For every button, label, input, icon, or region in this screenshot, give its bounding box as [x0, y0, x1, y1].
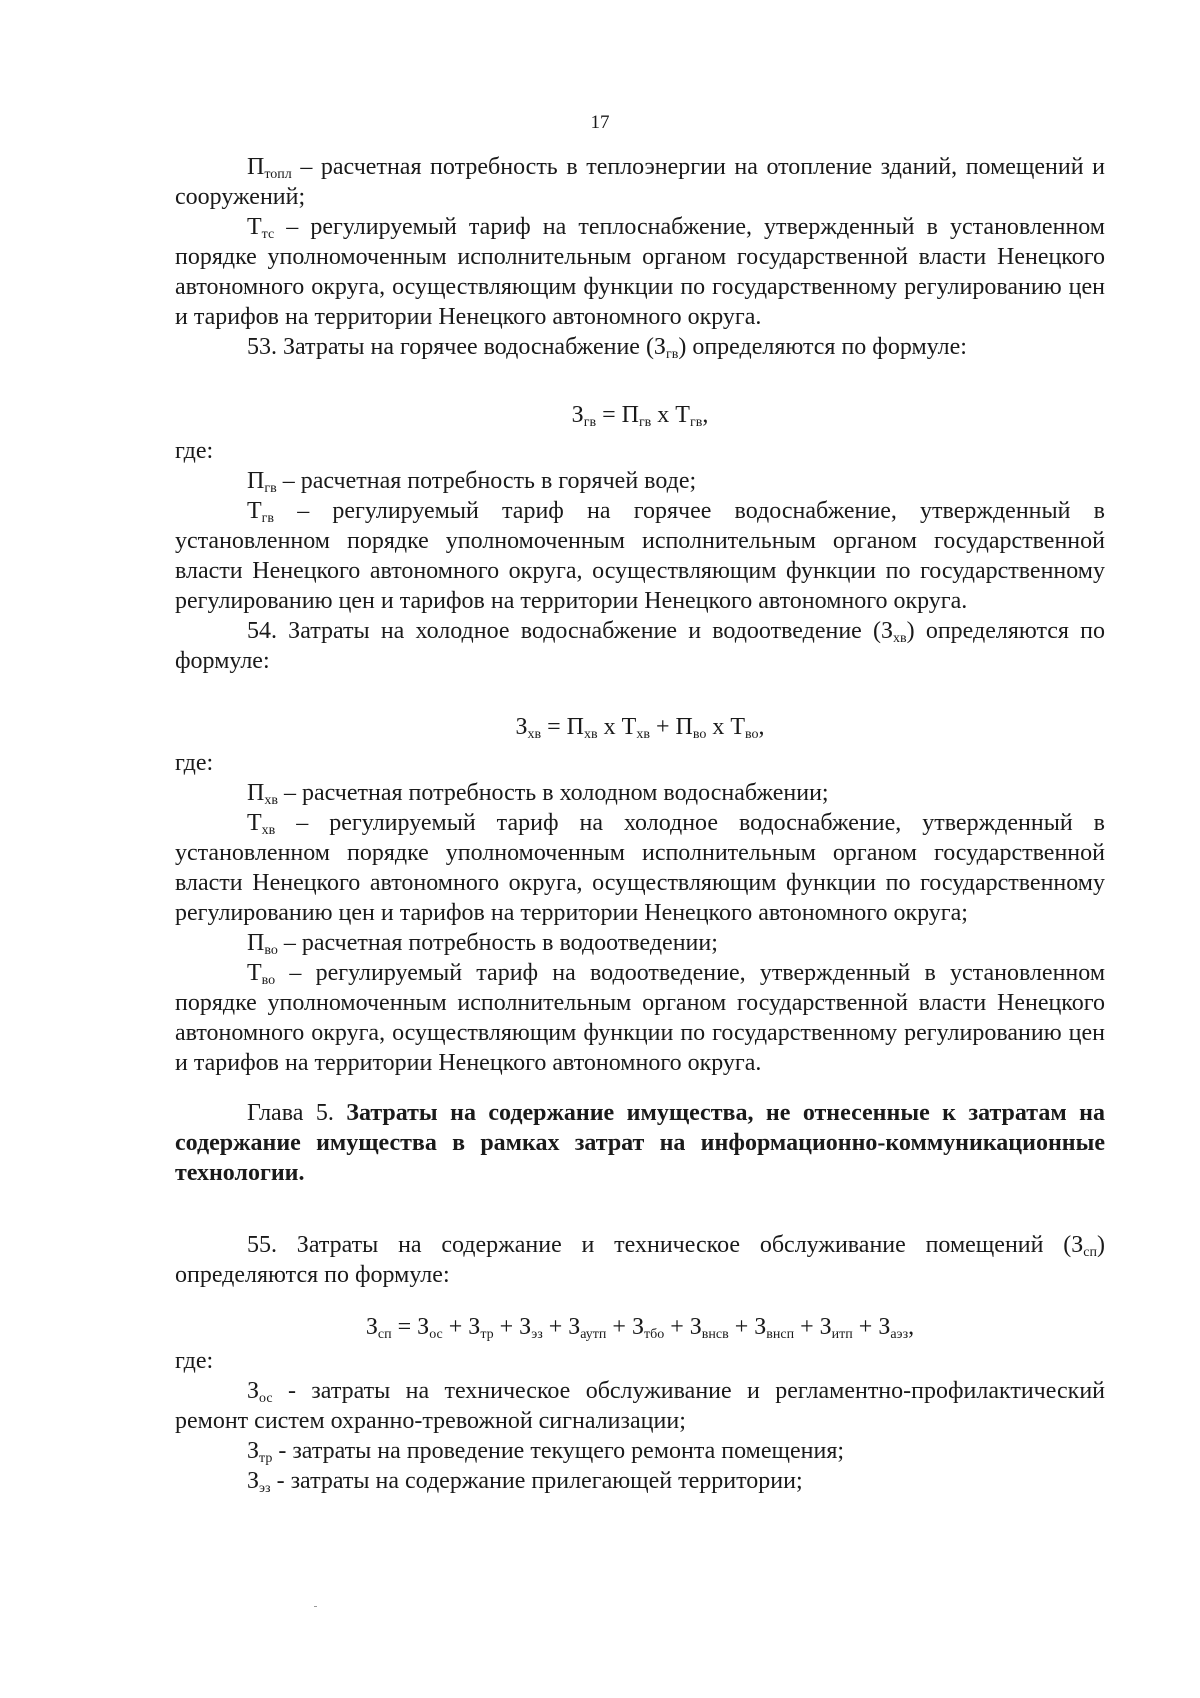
where-label: где:: [175, 438, 214, 464]
formula-hot-water: $З_{гв} = П_{гв}$ х $Т_{гв}$,: [571, 402, 709, 430]
definition-t-hv: $Т_{хв}$ – регулируемый тариф на холодное водоснабжение, утвержденный в установленном порядке уполномоченным исполнительным органом государственной власти Ненецкого автономного округа, осуществляющим функции по государственному регулированию цен и тарифов на территории Ненецкого автономного округа;: [175, 810, 1105, 926]
definition-t-ts: $Т_{тс}$ – регулируемый тариф на теплоснабжение, утвержденный в установленном порядке уполномоченным исполнительным органом государственной власти Ненецкого автономного округа, осуществляющим функции по государственному регулированию цен и тарифов на территории Ненецкого автономного округа.: [175, 214, 1105, 330]
formula-term-subscript: внсп: [766, 1327, 795, 1342]
formula-term-subscript: тбо: [643, 1327, 665, 1342]
scan-speck: [314, 1606, 317, 1607]
definition-t-gv: $Т_{гв}$ – регулируемый тариф на горячее водоснабжение, утвержденный в установленном порядке уполномоченным исполнительным органом государственной власти Ненецкого автономного округа, осуществляющим функции по государственному регулированию цен и тарифов на территории Ненецкого автономного округа.: [175, 498, 1105, 614]
formula-term: + З: [728, 1314, 767, 1340]
definition-z-tr: $З_{тр}$ - затраты на проведение текущего ремонта помещения;: [247, 1438, 845, 1466]
formula-term-subscript: аэз: [890, 1327, 909, 1342]
clause-53: 53. Затраты на горячее водоснабжение $(З_{гв})$ определяются по формуле:: [247, 334, 967, 362]
formula-term: + З: [493, 1314, 532, 1340]
formula-term: + З: [442, 1314, 481, 1340]
document-body: [175, 152, 1105, 1496]
formula-term-subscript: внсв: [701, 1327, 729, 1342]
definition-p-gv: $П_{гв}$ – расчетная потребность в горячей воде;: [247, 468, 697, 496]
formula-term-subscript: тр: [480, 1327, 494, 1342]
formula-term: + З: [664, 1314, 702, 1340]
formula-term: + З: [794, 1314, 832, 1340]
formula-term-subscript: итп: [831, 1327, 853, 1342]
formula-term-subscript: эз: [531, 1327, 543, 1342]
clause-54: 54. Затраты на холодное водоснабжение и водоотведение $(З_{хв})$ определяются по формуле:: [175, 618, 1105, 674]
formula-cold-water: $З_{хв} = П_{хв}$ х $Т_{хв} + П_{во}$ х $Т_{во}$,: [515, 714, 765, 742]
where-label: где:: [175, 1348, 214, 1374]
page-number: 17: [590, 112, 610, 133]
definition-t-vo: $Т_{во}$ – регулируемый тариф на водоотведение, утвержденный в установленном порядке уполномоченным исполнительным органом государственной власти Ненецкого автономного округа, осуществляющим функции по государственному регулированию цен и тарифов на территории Ненецкого автономного округа.: [175, 960, 1105, 1076]
definition-p-hv: $П_{хв}$ – расчетная потребность в холодном водоснабжении;: [247, 780, 829, 808]
definition-p-vo: $П_{во}$ – расчетная потребность в водоотведении;: [247, 930, 718, 958]
definition-z-os: $З_{ос}$ - затраты на техническое обслуживание и регламентно-профилактический ремонт систем охранно-тревожной сигнализации;: [175, 1378, 1105, 1434]
chapter-heading: Глава 5. Затраты на содержание имущества, не отнесенные к затратам на содержание имущества в рамках затрат на информационно-коммуникационные технологии.: [175, 1100, 1105, 1186]
definition-p-topl: $П_{топл}$ – расчетная потребность в теплоэнергии на отопление зданий, помещений и сооружений;: [175, 154, 1105, 210]
definition-z-ez: $З_{эз}$ - затраты на содержание прилегающей территории;: [247, 1468, 803, 1496]
formula-premises: $З_{сп} = З_{ос} + З_{тр} + З_{эз} + З_{аутп} + З_{тбо} + З_{внсв} + З_{внсп} + З_{итп} + З_{аэз}$,: [365, 1314, 915, 1342]
where-label: где:: [175, 750, 214, 776]
formula-term-subscript: ос: [429, 1327, 443, 1342]
formula-term: + З: [606, 1314, 644, 1340]
clause-55: 55. Затраты на содержание и техническое обслуживание помещений $(З_{сп})$ определяются по формуле:: [175, 1232, 1105, 1288]
formula-term: = З: [391, 1314, 430, 1340]
formula-term: + З: [852, 1314, 891, 1340]
formula-term: + З: [542, 1314, 581, 1340]
formula-term-subscript: аутп: [580, 1327, 607, 1342]
